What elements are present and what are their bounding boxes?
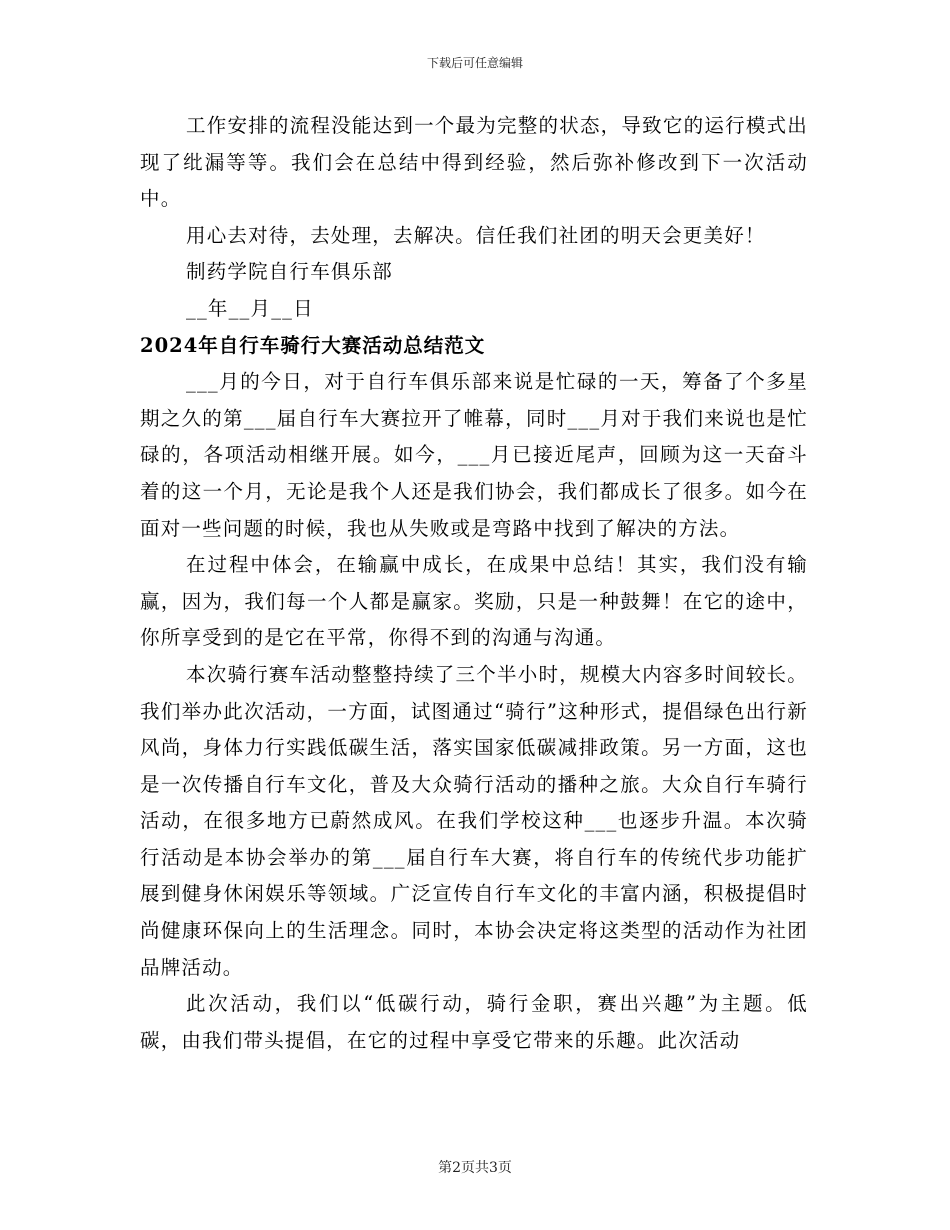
paragraph: 本次骑行赛车活动整整持续了三个半小时，规模大内容多时间较长。我们举办此次活动，一方面，试图通过“骑行”这种形式，提倡绿色出行新风尚，身体力行实践低碳生活，落实国家低碳减排政策。另一方面，这也是一次传播自行车文化，普及大众骑行活动的播种之旅。大众自行车骑行活动，在很多地方已蔚然成风。在我们学校这种___也逐步升温。本次骑行活动是本协会举办的第___届自行车大赛，将自行车的传统代步功能扩展到健身休闲娱乐等领域。广泛宣传自行车文化的丰富内涵，积极提倡时尚健康环保向上的生活理念。同时，本协会决定将这类型的活动作为社团品牌活动。 (140, 662, 808, 979)
paragraph: 此次活动，我们以“低碳行动，骑行金职，赛出兴趣”为主题。低碳，由我们带头提倡，在它的过程中享受它带来的乐趣。此次活动 (140, 992, 808, 1052)
paragraph: ___月的今日，对于自行车俱乐部来说是忙碌的一天，筹备了个多星期之久的第___届自行车大赛拉开了帷幕，同时___月对于我们来说也是忙碌的，各项活动相继开展。如今，___月已接近尾声，回顾为这一天奋斗着的这一个月，无论是我个人还是我们协会，我们都成长了很多。如今在面对一些问题的时候，我也从失败或是弯路中找到了解决的方法。 (140, 370, 808, 540)
paragraph: 用心去对待，去处理，去解决。信任我们社团的明天会更美好！ (186, 223, 766, 247)
document-body (140, 108, 808, 1059)
signature-date: __年__月__日 (186, 296, 314, 320)
page-header-note: 下载后可任意编辑 (426, 56, 523, 70)
paragraph: 在过程中体会，在输赢中成长，在成果中总结！其实，我们没有输赢，因为，我们每一个人都是赢家。奖励，只是一种鼓舞！在它的途中，你所享受到的是它在平常，你得不到的沟通与沟通。 (140, 553, 808, 650)
article-title: 2024年自行车骑行大赛活动总结范文 (140, 333, 486, 357)
signature-org: 制药学院自行车俱乐部 (186, 260, 394, 284)
paragraph: 工作安排的流程没能达到一个最为完整的状态，导致它的运行模式出现了纰漏等等。我们会在总结中得到经验，然后弥补修改到下一次活动中。 (140, 114, 808, 211)
page-number: 第2页共3页 (438, 1160, 512, 1176)
